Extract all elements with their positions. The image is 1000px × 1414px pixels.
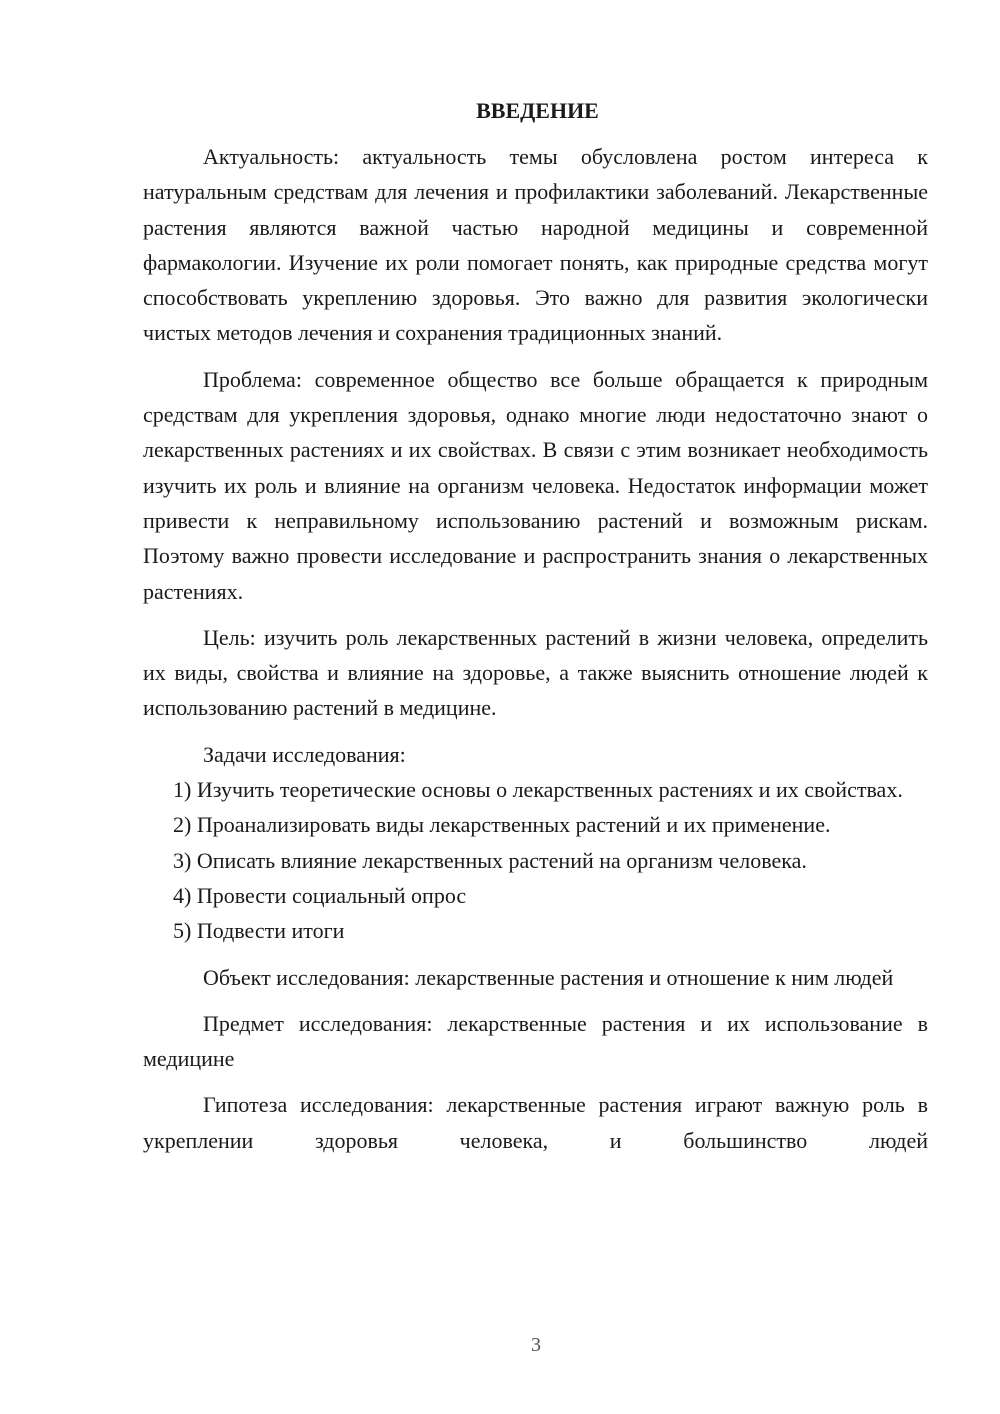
- section-heading: ВВЕДЕНИЕ: [476, 98, 599, 123]
- task-item-4: 4) Провести социальный опрос: [173, 882, 467, 908]
- page-content: [143, 93, 928, 1158]
- subject-paragraph: Предмет исследования: лекарственные растения и их использование в медицине: [143, 1010, 928, 1072]
- task-item-1: 1) Изучить теоретические основы о лекарственных растениях и их свойствах.: [173, 777, 903, 803]
- goal-paragraph: Цель: изучить роль лекарственных растений в жизни человека, определить их виды, свойства и влияние на здоровье, а также выяснить отношение людей к использованию растений в медицине.: [143, 624, 928, 721]
- problem-paragraph: Проблема: современное общество все больше обращается к природным средствам для укрепления здоровья, однако многие люди недостаточно знают о лекарственных растениях и их свойствах. В связи с этим возникает необходимость изучить их роль и влияние на организм человека. Недостаток информации может привести к неправильному использованию растений и возможным рискам. Поэтому важно провести исследование и распространить знания о лекарственных растениях.: [143, 366, 928, 604]
- task-item-3: 3) Описать влияние лекарственных растений на организм человека.: [173, 847, 807, 873]
- page-number: 3: [531, 1334, 541, 1356]
- object-paragraph: Объект исследования: лекарственные растения и отношение к ним людей: [203, 964, 894, 990]
- task-item-5: 5) Подвести итоги: [173, 918, 345, 944]
- hypothesis-paragraph: Гипотеза исследования: лекарственные растения играют важную роль в укреплении здоровья человека, и большинство людей: [143, 1092, 928, 1153]
- relevance-paragraph: Актуальность: актуальность темы обусловлена ростом интереса к натуральным средствам для лечения и профилактики заболеваний. Лекарственные растения являются важной частью народной медицины и современной фармакологии. Изучение их роли помогает понять, как природные средства могут способствовать укреплению здоровья. Это важно для развития экологически чистых методов лечения и сохранения традиционных знаний.: [143, 144, 928, 346]
- tasks-title: Задачи исследования:: [203, 741, 406, 767]
- task-item-2: 2) Проанализировать виды лекарственных растений и их применение.: [173, 812, 831, 838]
